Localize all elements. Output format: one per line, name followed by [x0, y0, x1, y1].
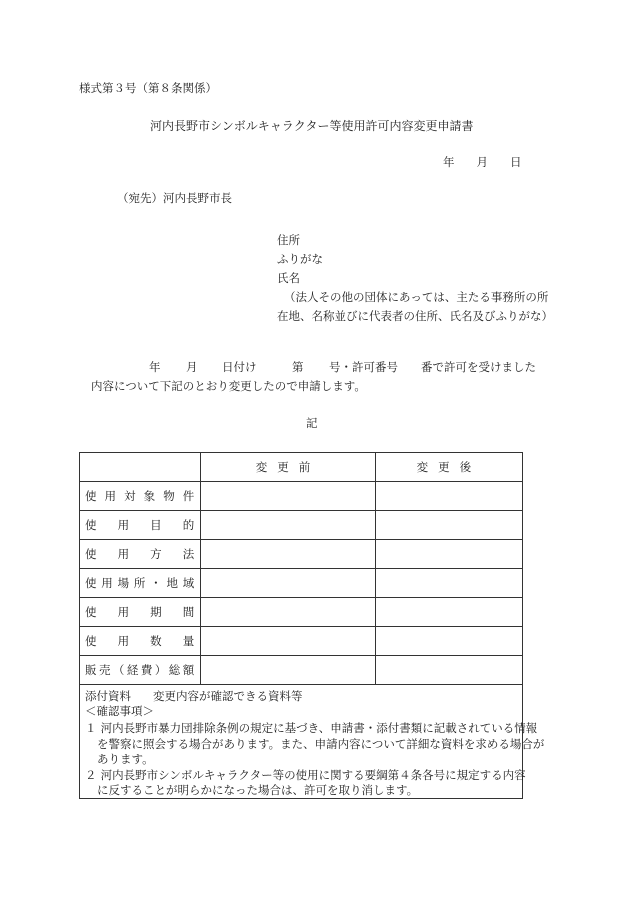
confirmation-item-2-line2: に反することが明らかになった場合は、許可を取り消します。 [97, 783, 419, 797]
column-header-before: 変更前 [201, 453, 375, 482]
confirmation-heading: ＜確認事項＞ [85, 704, 154, 718]
row-label: 使用数量 [80, 627, 201, 656]
applicant-name-label: 氏名 [277, 271, 300, 285]
table-header-row [80, 453, 523, 482]
before-input-cell[interactable] [201, 540, 375, 569]
after-input-cell[interactable] [375, 598, 522, 627]
row-label: 使用期間 [80, 598, 201, 627]
attachment-label: 添付資料 [85, 689, 131, 703]
table-row [80, 482, 523, 511]
permit-number-label: 号・許可番号 [329, 360, 398, 374]
row-label: 使用対象物件 [80, 482, 201, 511]
after-input-cell[interactable] [375, 656, 522, 685]
before-input-cell[interactable] [201, 511, 375, 540]
before-input-cell[interactable] [201, 598, 375, 627]
body-paragraph-line1 [149, 362, 536, 374]
after-input-cell[interactable] [375, 482, 522, 511]
row-label: 使用場所・地域 [80, 569, 201, 598]
applicant-block [277, 232, 553, 327]
notes-box [79, 683, 545, 799]
table-row [80, 540, 523, 569]
confirmation-item-2 [85, 767, 526, 783]
item-number: ２ [85, 768, 97, 782]
date-month-label: 月 [476, 155, 488, 169]
permit-year-label: 年 [149, 360, 161, 374]
attachment-line [85, 688, 303, 704]
permit-date-suffix: 日付け [222, 360, 257, 374]
confirmation-item-1 [85, 720, 537, 736]
before-input-cell[interactable] [201, 569, 375, 598]
applicant-note-line1: （法人その他の団体にあっては、主たる事務所の所 [284, 290, 549, 304]
addressee: （宛先）河内長野市長 [117, 191, 232, 205]
before-input-cell[interactable] [201, 656, 375, 685]
table-row [80, 598, 523, 627]
before-input-cell[interactable] [201, 482, 375, 511]
after-input-cell[interactable] [375, 511, 522, 540]
item-number: １ [85, 721, 97, 735]
attachment-value: 変更内容が確認できる資料等 [153, 689, 303, 703]
date-day-label: 日 [510, 155, 522, 169]
table-row [80, 656, 523, 685]
confirmation-item-1-line2: を警察に照会する場合があります。また、申請内容について詳細な資料を求める場合が [97, 737, 545, 751]
form-number: 様式第３号（第８条関係） [79, 81, 217, 95]
body-paragraph-line2: 内容について下記のとおり変更したので申請します。 [91, 379, 366, 393]
item-text: 河内長野市シンボルキャラクター等の使用に関する要綱第４条各号に規定する内容 [100, 768, 526, 782]
date-year-label: 年 [443, 155, 455, 169]
permit-rest-label: 番で許可を受けました [421, 360, 536, 374]
permit-dai-label: 第 [292, 360, 304, 374]
item-text: 河内長野市暴力団排除条例の規定に基づき、申請書・添付書類に記載されている情報 [100, 721, 538, 735]
applicant-address-label: 住所 [277, 233, 300, 247]
change-table [79, 452, 523, 685]
table-corner-cell [80, 453, 201, 482]
table-row [80, 511, 523, 540]
after-input-cell[interactable] [375, 569, 522, 598]
row-label: 使用目的 [80, 511, 201, 540]
row-label: 販売（経費）総額 [80, 656, 201, 685]
document-title: 河内長野市シンボルキャラクター等使用許可内容変更申請書 [150, 119, 474, 133]
table-row [80, 569, 523, 598]
table-row [80, 627, 523, 656]
after-input-cell[interactable] [375, 627, 522, 656]
column-header-after: 変更後 [375, 453, 522, 482]
confirmation-item-1-line3: あります。 [97, 752, 154, 766]
applicant-note-line2: 在地、名称並びに代表者の住所、氏名及びふりがな） [277, 309, 553, 323]
permit-month-label: 月 [186, 360, 198, 374]
after-input-cell[interactable] [375, 540, 522, 569]
before-input-cell[interactable] [201, 627, 375, 656]
row-label: 使用方法 [80, 540, 201, 569]
applicant-furigana-label: ふりがな [277, 252, 323, 266]
ki-heading: 記 [306, 416, 318, 430]
submission-date [443, 157, 522, 169]
